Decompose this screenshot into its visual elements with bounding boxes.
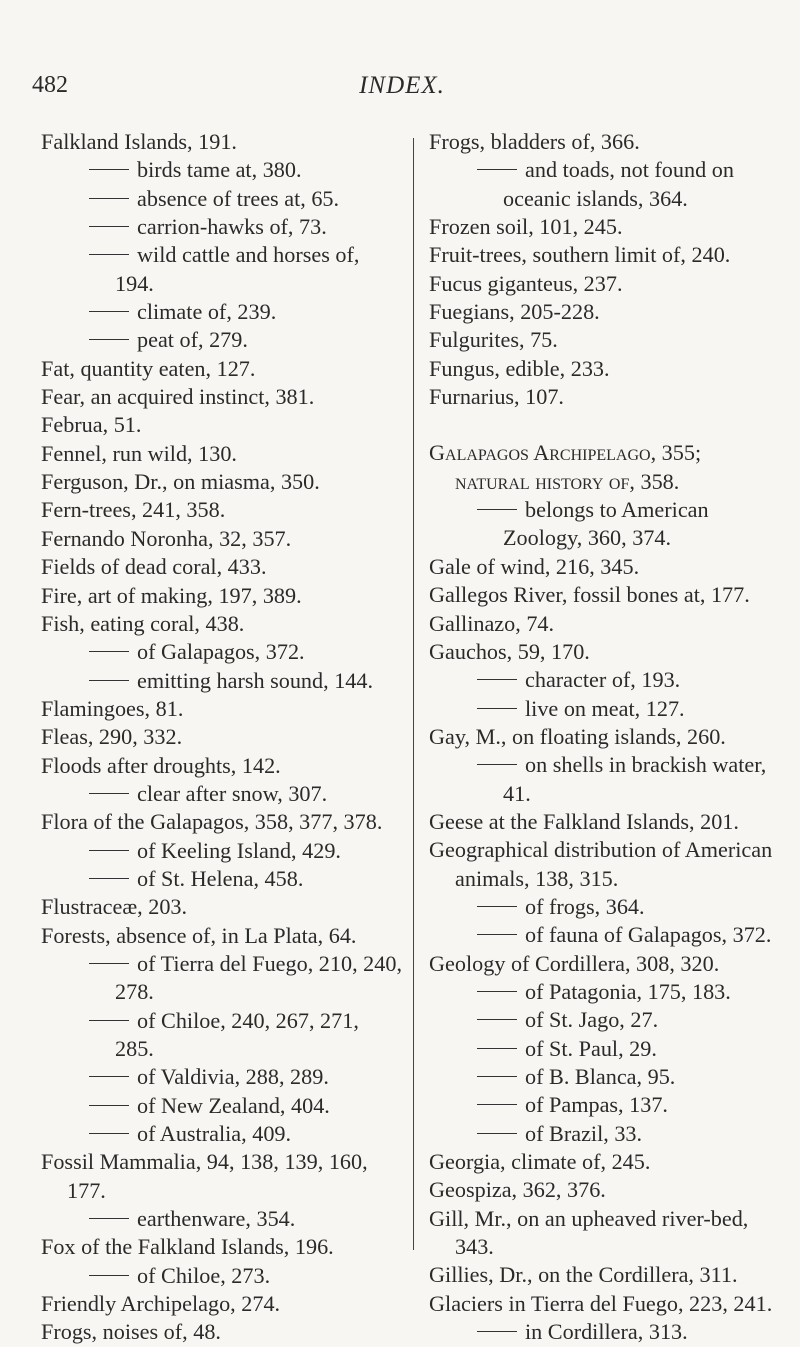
entry-text: climate of, 239. — [137, 299, 277, 325]
ditto-dash — [89, 198, 129, 199]
index-subentry — [41, 213, 403, 241]
index-entry — [429, 1205, 779, 1262]
index-subentry — [41, 638, 403, 666]
entry-text: Fern-trees, 241, 358. — [41, 497, 226, 523]
entry-text: Gay, M., on floating islands, 260. — [429, 723, 726, 749]
entry-text: Glaciers in Tierra del Fuego, 223, 241. — [429, 1290, 773, 1316]
index-subentry — [429, 1318, 779, 1346]
index-subentry — [429, 921, 779, 949]
entry-text: clear after snow, 307. — [137, 780, 328, 806]
index-entry — [429, 638, 779, 666]
entry-text: of Galapagos, 372. — [137, 639, 305, 665]
ditto-dash — [477, 1104, 517, 1105]
index-subentry — [41, 326, 403, 354]
entry-text: of St. Helena, 458. — [137, 865, 304, 891]
entry-text: Fields of dead coral, 433. — [41, 554, 267, 580]
entry-text: of Valdivia, 288, 289. — [137, 1064, 329, 1090]
index-subentry — [429, 156, 779, 213]
index-entry — [41, 1290, 403, 1318]
entry-text: Gill, Mr., on an upheaved river-bed, 343. — [429, 1205, 749, 1260]
index-entry — [429, 1176, 779, 1204]
ditto-dash — [89, 1218, 129, 1219]
entry-text: emitting harsh sound, 144. — [137, 667, 374, 693]
ditto-dash — [89, 793, 129, 794]
index-subentry — [41, 667, 403, 695]
index-entry — [41, 553, 403, 581]
index-entry — [41, 468, 403, 496]
ditto-dash — [89, 339, 129, 340]
entry-text: Frozen soil, 101, 245. — [429, 214, 623, 240]
entry-text: Fox of the Falkland Islands, 196. — [41, 1234, 334, 1260]
entry-text: of St. Jago, 27. — [525, 1007, 659, 1033]
entry-text: live on meat, 127. — [525, 695, 685, 721]
index-entry — [429, 213, 779, 241]
index-entry — [41, 610, 403, 638]
ditto-dash — [477, 1331, 517, 1332]
index-subentry — [41, 1007, 403, 1064]
index-entry — [429, 326, 779, 354]
entry-text: Falkland Islands, 191. — [41, 129, 237, 154]
ditto-dash — [89, 311, 129, 312]
entry-text: earthenware, 354. — [137, 1206, 296, 1232]
index-entry — [41, 893, 403, 921]
index-subentry — [429, 1035, 779, 1063]
index-subentry — [41, 1262, 403, 1290]
column-divider — [413, 138, 414, 1250]
index-entry — [41, 355, 403, 383]
index-entry — [41, 1233, 403, 1261]
ditto-dash — [477, 764, 517, 765]
entry-text: Frogs, bladders of, 366. — [429, 129, 640, 154]
entry-text: Fear, an acquired instinct, 381. — [41, 384, 315, 410]
index-entry — [41, 383, 403, 411]
entry-text: peat of, 279. — [137, 327, 248, 353]
entry-text: Frogs, noises of, 48. — [41, 1319, 221, 1345]
entry-text: of Chiloe, 240, 267, 271, 285. — [115, 1007, 359, 1061]
left-column — [41, 128, 403, 1347]
entry-text: Februa, 51. — [41, 412, 142, 438]
ditto-dash — [477, 679, 517, 680]
entry-text: Fernando Noronha, 32, 357. — [41, 525, 292, 551]
index-entry — [41, 1148, 403, 1205]
ditto-dash — [89, 680, 129, 681]
entry-text: Fleas, 290, 332. — [41, 724, 183, 750]
index-subentry — [429, 666, 779, 694]
entry-text: Ferguson, Dr., on miasma, 350. — [41, 469, 320, 495]
index-entry — [41, 808, 403, 836]
entry-text: Fish, eating coral, 438. — [41, 610, 245, 636]
index-entry — [41, 496, 403, 524]
entry-text: of B. Blanca, 95. — [525, 1064, 676, 1089]
entry-text: Fossil Mammalia, 94, 138, 139, 160, 177. — [41, 1149, 368, 1203]
entry-text: of Tierra del Fuego, 210, 240, 278. — [115, 950, 403, 1005]
entry-text: absence of trees at, 65. — [137, 185, 340, 211]
entry-text: Fucus giganteus, 237. — [429, 270, 623, 296]
ditto-dash — [477, 934, 517, 935]
right-column — [429, 128, 779, 1346]
index-entry — [41, 582, 403, 610]
index-subentry — [429, 1063, 779, 1091]
index-subentry — [429, 1091, 779, 1119]
ditto-dash — [89, 169, 129, 170]
index-subentry — [41, 837, 403, 865]
entry-text: Gallinazo, 74. — [429, 610, 555, 636]
entry-text: of Patagonia, 175, 183. — [525, 978, 731, 1004]
index-entry — [41, 752, 403, 780]
ditto-dash — [477, 1076, 517, 1077]
index-subentry — [41, 156, 403, 184]
index-subentry — [41, 185, 403, 213]
ditto-dash — [477, 906, 517, 907]
entry-text: of Australia, 409. — [137, 1121, 292, 1147]
entry-text: Georgia, climate of, 245. — [429, 1149, 651, 1175]
index-entry — [41, 440, 403, 468]
index-subentry — [429, 893, 779, 921]
entry-text: of frogs, 364. — [525, 893, 645, 919]
index-entry — [41, 1318, 403, 1346]
ditto-dash — [477, 1048, 517, 1049]
entry-text: Geographical distribution of American animals, 138, 315. — [429, 837, 773, 891]
entry-text: Galapagos Archipelago, 355; natural history of, 358. — [429, 440, 702, 494]
ditto-dash — [89, 1133, 129, 1134]
entry-text: carrion-hawks of, 73. — [137, 214, 327, 240]
entry-text: Fat, quantity eaten, 127. — [41, 355, 256, 381]
index-subentry — [41, 1205, 403, 1233]
entry-text: Fire, art of making, 197, 389. — [41, 582, 302, 608]
entry-text: Geospiza, 362, 376. — [429, 1177, 606, 1203]
entry-text: Gauchos, 59, 170. — [429, 638, 590, 664]
page-header — [32, 72, 772, 112]
ditto-dash — [477, 1019, 517, 1020]
entry-text: Gallegos River, fossil bones at, 177. — [429, 582, 750, 608]
ditto-dash — [89, 850, 129, 851]
entry-text: of Keeling Island, 429. — [137, 837, 341, 863]
index-entry — [429, 581, 779, 609]
index-subentry — [41, 1120, 403, 1148]
entry-text: belongs to American Zoology, 360, 374. — [503, 497, 709, 551]
entry-text: birds tame at, 380. — [137, 157, 302, 183]
index-subentry — [41, 865, 403, 893]
ditto-dash — [477, 169, 517, 170]
ditto-dash — [89, 878, 129, 879]
index-subentry — [429, 695, 779, 723]
entry-text: Gillies, Dr., on the Cordillera, 311. — [429, 1262, 738, 1288]
entry-text: wild cattle and horses of, 194. — [115, 242, 360, 296]
entry-text: of New Zealand, 404. — [137, 1092, 330, 1118]
index-subentry — [41, 1063, 403, 1091]
entry-text: Gale of wind, 216, 345. — [429, 553, 640, 579]
section-gap — [429, 411, 779, 439]
index-entry — [41, 723, 403, 751]
index-subentry — [429, 1120, 779, 1148]
index-subentry — [41, 298, 403, 326]
entry-text: Forests, absence of, in La Plata, 64. — [41, 922, 357, 948]
index-entry — [41, 525, 403, 553]
entry-text: of St. Paul, 29. — [525, 1035, 657, 1061]
index-subentry — [429, 496, 779, 553]
index-entry — [429, 439, 779, 496]
index-subentry — [429, 1006, 779, 1034]
index-entry — [429, 1290, 779, 1318]
entry-text: Flamingoes, 81. — [41, 695, 184, 721]
ditto-dash — [477, 509, 517, 510]
entry-text: Fulgurites, 75. — [429, 327, 558, 353]
ditto-dash — [89, 963, 129, 964]
index-subentry — [41, 241, 403, 298]
entry-text: Furnarius, 107. — [429, 384, 564, 410]
index-entry — [429, 1261, 779, 1289]
index-entry — [41, 922, 403, 950]
ditto-dash — [89, 1275, 129, 1276]
index-subentry — [41, 780, 403, 808]
entry-text: Fuegians, 205-228. — [429, 299, 600, 325]
running-title: INDEX. — [359, 72, 445, 99]
index-entry — [429, 836, 779, 893]
entry-text: in Cordillera, 313. — [525, 1319, 688, 1345]
index-entry — [41, 411, 403, 439]
ditto-dash — [477, 1133, 517, 1134]
entry-text: Geese at the Falkland Islands, 201. — [429, 808, 739, 834]
index-entry — [429, 128, 779, 156]
index-subentry — [41, 1092, 403, 1120]
ditto-dash — [89, 651, 129, 652]
entry-text: Fruit-trees, southern limit of, 240. — [429, 242, 731, 268]
ditto-dash — [89, 1020, 129, 1021]
entry-text: of Pampas, 137. — [525, 1092, 668, 1118]
entry-text: Floods after droughts, 142. — [41, 752, 281, 778]
ditto-dash — [89, 226, 129, 227]
index-entry — [429, 270, 779, 298]
index-entry — [429, 808, 779, 836]
index-entry — [429, 1148, 779, 1176]
ditto-dash — [89, 254, 129, 255]
entry-text: Fungus, edible, 233. — [429, 355, 610, 381]
index-entry — [429, 723, 779, 751]
index-entry — [41, 695, 403, 723]
entry-text: of fauna of Galapagos, 372. — [525, 922, 772, 948]
page-number: 482 — [32, 72, 68, 98]
index-subentry — [429, 978, 779, 1006]
index-entry — [429, 355, 779, 383]
entry-text: and toads, not found on oceanic islands, 364. — [503, 157, 734, 211]
index-entry — [41, 128, 403, 156]
index-entry — [429, 241, 779, 269]
ditto-dash — [477, 991, 517, 992]
ditto-dash — [89, 1076, 129, 1077]
index-subentry — [429, 751, 779, 808]
entry-text: of Brazil, 33. — [525, 1120, 643, 1146]
ditto-dash — [477, 708, 517, 709]
entry-text: Flustraceæ, 203. — [41, 894, 188, 920]
index-entry — [429, 610, 779, 638]
ditto-dash — [89, 1105, 129, 1106]
entry-text: Friendly Archipelago, 274. — [41, 1291, 281, 1317]
index-subentry — [41, 950, 403, 1007]
index-entry — [429, 383, 779, 411]
entry-text: of Chiloe, 273. — [137, 1262, 271, 1288]
entry-text: Flora of the Galapagos, 358, 377, 378. — [41, 809, 383, 835]
index-entry — [429, 553, 779, 581]
entry-text: on shells in brackish water, 41. — [503, 752, 767, 806]
index-entry — [429, 298, 779, 326]
entry-text: character of, 193. — [525, 667, 681, 693]
entry-text: Geology of Cordillera, 308, 320. — [429, 950, 720, 976]
entry-text: Fennel, run wild, 130. — [41, 440, 237, 466]
index-entry — [429, 950, 779, 978]
